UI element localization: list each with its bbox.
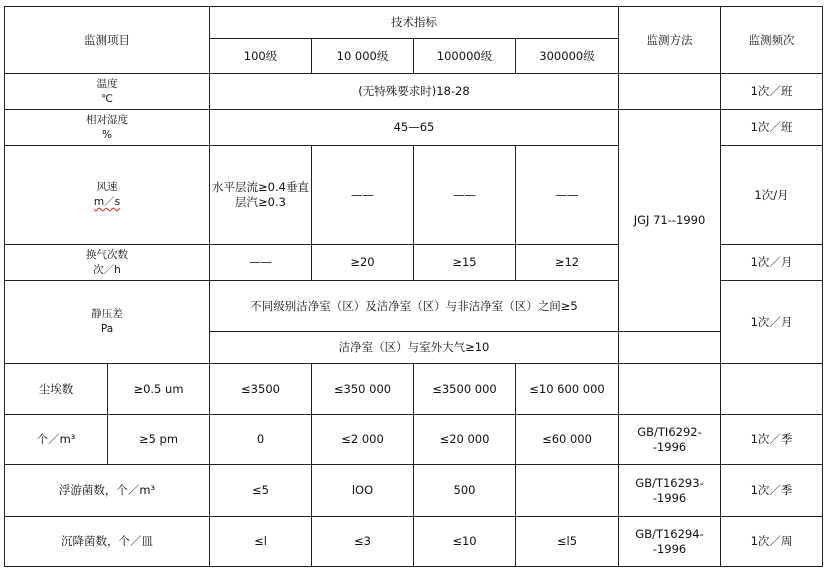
floating-g100: ≤5	[210, 465, 312, 517]
dust-freq-blank	[721, 364, 823, 415]
humidity-value: 45—65	[210, 110, 619, 146]
temp-freq: 1次／班	[721, 74, 823, 110]
air-change-g300000: ≥12	[516, 245, 619, 281]
dust-r1-g100000: ≤3500 000	[414, 364, 516, 415]
monitoring-table	[4, 6, 823, 567]
wind-g10000: ——	[312, 146, 414, 245]
pressure-unit: Pa	[100, 323, 114, 335]
pressure-v2: 洁净室（区）与室外大气≥10	[210, 332, 619, 364]
settling-method: GB/T16294--1996	[619, 517, 721, 567]
header-tech: 技术指标	[210, 7, 619, 39]
wind-label-cell	[5, 146, 210, 245]
temp-label: 温度	[96, 77, 118, 90]
dust-label: 尘埃数	[5, 364, 108, 415]
pressure-label: 静压差	[91, 308, 123, 320]
grade-100000: 100000级	[414, 39, 516, 74]
method-jgj: JGJ 71--1990	[619, 110, 721, 332]
air-change-g10000: ≥20	[312, 245, 414, 281]
air-change-freq: 1次／月	[721, 245, 823, 281]
floating-label: 浮游菌数，个／m³	[5, 465, 210, 517]
humidity-label-cell	[5, 110, 210, 146]
wind-freq: 1次/月	[721, 146, 823, 245]
air-change-label: 换气次数	[86, 248, 128, 261]
temp-value: (无特殊要求时)18-28	[210, 74, 619, 110]
dust-r2-g10000: ≤2 000	[312, 415, 414, 465]
grade-300000: 300000级	[516, 39, 619, 74]
dust-r2-g100000: ≤20 000	[414, 415, 516, 465]
floating-freq: 1次／季	[721, 465, 823, 517]
humidity-freq: 1次／班	[721, 110, 823, 146]
grade-10000: 10 000级	[312, 39, 414, 74]
settling-label: 沉降菌数，个／皿	[5, 517, 210, 567]
floating-method: GB/T16293--1996	[619, 465, 721, 517]
settling-g300000: ≤l5	[516, 517, 619, 567]
pressure-label-cell	[5, 281, 210, 364]
settling-g100000: ≤10	[414, 517, 516, 567]
humidity-label: 相对湿度	[86, 113, 128, 126]
dust-r2-g100: 0	[210, 415, 312, 465]
air-change-unit: 次／h	[93, 263, 121, 276]
dust-unit-label: 个／m³	[5, 415, 108, 465]
dust-size1: ≥0.5 um	[108, 364, 210, 415]
humidity-unit: %	[102, 128, 112, 141]
pressure-v1: 不同级别洁净室（区）及洁净室（区）与非洁净室（区）之间≥5	[210, 281, 619, 332]
wind-g100000: ——	[414, 146, 516, 245]
settling-freq: 1次／周	[721, 517, 823, 567]
wind-unit: m／s	[93, 196, 121, 208]
dust-r2-g300000: ≤60 000	[516, 415, 619, 465]
dust-freq: 1次／季	[721, 415, 823, 465]
settling-g100: ≤l	[210, 517, 312, 567]
header-method: 监测方法	[619, 7, 721, 74]
wind-label: 风速	[96, 181, 118, 193]
temp-unit: ℃	[101, 92, 113, 105]
grade-100: 100级	[210, 39, 312, 74]
dust-r1-g300000: ≤10 600 000	[516, 364, 619, 415]
air-change-label-cell	[5, 245, 210, 281]
temp-label-cell	[5, 74, 210, 110]
dust-r1-g100: ≤3500	[210, 364, 312, 415]
dust-r1-g10000: ≤350 000	[312, 364, 414, 415]
settling-g10000: ≤3	[312, 517, 414, 567]
wind-g300000: ——	[516, 146, 619, 245]
dust-method-blank	[619, 364, 721, 415]
header-item: 监测项目	[5, 7, 210, 74]
wind-g100: 水平层流≥0.4垂直层汽≥0.3	[210, 146, 312, 245]
floating-g100000: 500	[414, 465, 516, 517]
method-blank-top	[619, 74, 721, 110]
dust-size2: ≥5 pm	[108, 415, 210, 465]
method-blank-pressure	[619, 332, 721, 364]
floating-g300000	[516, 465, 619, 517]
air-change-g100000: ≥15	[414, 245, 516, 281]
floating-g10000: lOO	[312, 465, 414, 517]
pressure-freq: 1次／月	[721, 281, 823, 364]
dust-method: GB/TI6292--1996	[619, 415, 721, 465]
air-change-g100: ——	[210, 245, 312, 281]
header-freq: 监测频次	[721, 7, 823, 74]
